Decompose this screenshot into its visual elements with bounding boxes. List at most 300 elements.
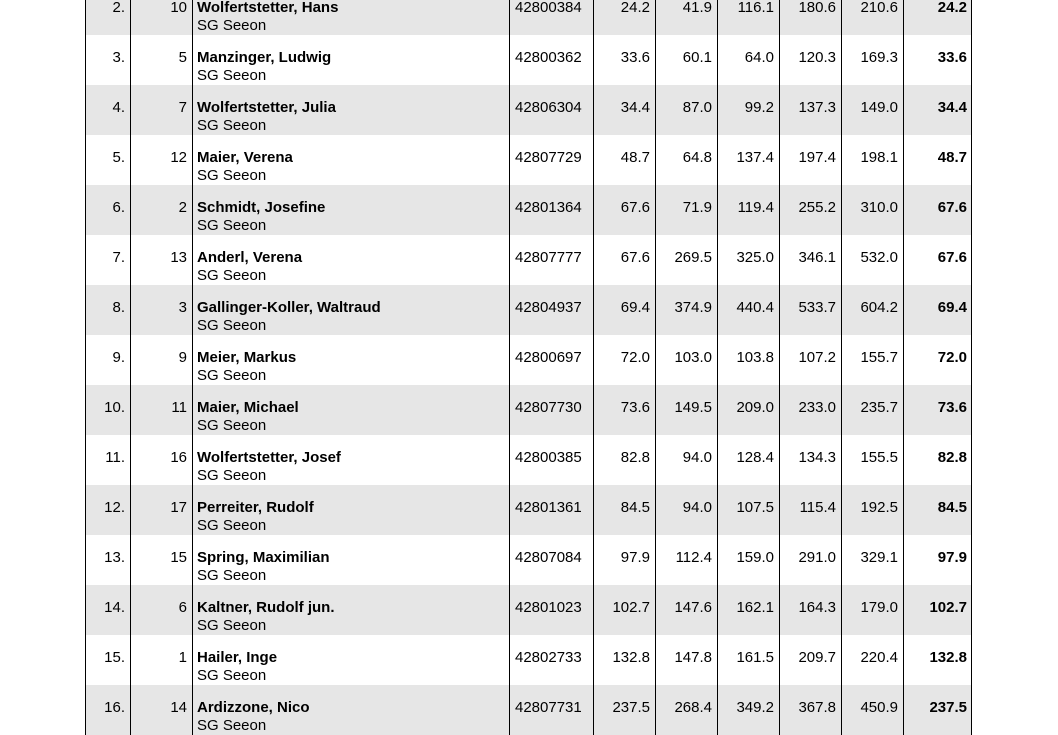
best-cell bbox=[904, 535, 972, 585]
participant-name: Anderl, Verena bbox=[197, 249, 303, 266]
participant-name: Maier, Verena bbox=[197, 149, 293, 166]
rank-value: 11. bbox=[105, 449, 125, 466]
shot-5-value: 192.5 bbox=[860, 499, 898, 516]
shot-1-value: 24.2 bbox=[620, 0, 650, 16]
participant-name: Wolfertstetter, Julia bbox=[197, 99, 336, 116]
shot-2-value: 60.1 bbox=[682, 49, 712, 66]
shot-2-cell bbox=[656, 85, 718, 135]
shot-3-cell bbox=[718, 685, 780, 735]
shot-3-cell bbox=[718, 85, 780, 135]
results-rows bbox=[86, 0, 972, 735]
shot-2-value: 112.4 bbox=[675, 549, 712, 566]
participant-club: SG Seeon bbox=[197, 667, 267, 684]
shot-4-value: 533.7 bbox=[798, 299, 836, 316]
shot-3-cell bbox=[718, 385, 780, 435]
shot-1-value: 67.6 bbox=[620, 199, 650, 216]
shot-2-value: 147.6 bbox=[674, 599, 712, 616]
shot-4-cell bbox=[780, 285, 842, 335]
participant-block bbox=[193, 85, 509, 135]
shot-4-cell bbox=[780, 235, 842, 285]
shot-1-cell bbox=[594, 235, 656, 285]
table-row bbox=[86, 685, 972, 735]
best-cell bbox=[904, 385, 972, 435]
participant-club: SG Seeon bbox=[197, 117, 267, 134]
id-cell bbox=[510, 535, 594, 585]
shot-3-cell bbox=[718, 485, 780, 535]
best-value: 67.6 bbox=[937, 249, 967, 266]
participant-cell bbox=[193, 485, 510, 535]
shot-4-value: 134.3 bbox=[798, 449, 836, 466]
table-row bbox=[86, 235, 972, 285]
participant-club: SG Seeon bbox=[197, 317, 267, 334]
shot-1-value: 73.6 bbox=[620, 399, 650, 416]
shot-5-cell bbox=[842, 535, 904, 585]
participant-cell bbox=[193, 285, 510, 335]
id-cell bbox=[510, 435, 594, 485]
best-value: 73.6 bbox=[937, 399, 967, 416]
bib-cell bbox=[131, 235, 193, 285]
bib-cell bbox=[131, 185, 193, 235]
participant-cell bbox=[193, 585, 510, 635]
shot-2-value: 103.0 bbox=[674, 349, 712, 366]
id-cell bbox=[510, 485, 594, 535]
best-cell bbox=[904, 285, 972, 335]
shot-3-value: 116.1 bbox=[737, 0, 774, 16]
shot-1-cell bbox=[594, 35, 656, 85]
participant-club: SG Seeon bbox=[197, 267, 267, 284]
participant-cell bbox=[193, 535, 510, 585]
shot-4-value: 180.6 bbox=[798, 0, 836, 16]
shot-3-value: 161.5 bbox=[736, 649, 774, 666]
shot-5-cell bbox=[842, 235, 904, 285]
shot-3-cell bbox=[718, 335, 780, 385]
participant-block bbox=[193, 485, 509, 535]
participant-name: Manzinger, Ludwig bbox=[197, 49, 332, 66]
shot-2-cell bbox=[656, 635, 718, 685]
shot-5-cell bbox=[842, 285, 904, 335]
shot-3-value: 209.0 bbox=[736, 399, 774, 416]
id-value: 42807730 bbox=[515, 399, 582, 416]
participant-block bbox=[193, 685, 509, 735]
id-cell bbox=[510, 35, 594, 85]
bib-cell bbox=[131, 35, 193, 85]
bib-cell bbox=[131, 135, 193, 185]
shot-1-cell bbox=[594, 85, 656, 135]
id-value: 42801361 bbox=[515, 499, 582, 516]
shot-2-value: 71.9 bbox=[682, 199, 712, 216]
bib-value: 6 bbox=[178, 599, 187, 616]
shot-3-cell bbox=[718, 285, 780, 335]
id-value: 42800384 bbox=[515, 0, 582, 16]
participant-block bbox=[193, 0, 509, 35]
shot-1-value: 97.9 bbox=[620, 549, 650, 566]
best-value: 237.5 bbox=[929, 699, 967, 716]
table-row bbox=[86, 435, 972, 485]
shot-5-value: 310.0 bbox=[860, 199, 898, 216]
shot-5-value: 155.5 bbox=[860, 449, 898, 466]
shot-2-cell bbox=[656, 385, 718, 435]
best-cell bbox=[904, 435, 972, 485]
shot-4-value: 107.2 bbox=[798, 349, 836, 366]
shot-3-value: 137.4 bbox=[736, 149, 774, 166]
participant-club: SG Seeon bbox=[197, 617, 267, 634]
best-cell bbox=[904, 235, 972, 285]
shot-5-cell bbox=[842, 0, 904, 35]
participant-club: SG Seeon bbox=[197, 717, 267, 734]
participant-cell bbox=[193, 0, 510, 35]
id-value: 42800362 bbox=[515, 49, 582, 66]
bib-cell bbox=[131, 85, 193, 135]
shot-2-value: 94.0 bbox=[682, 449, 712, 466]
participant-cell bbox=[193, 135, 510, 185]
bib-value: 12 bbox=[170, 149, 187, 166]
participant-block bbox=[193, 535, 509, 585]
rank-cell bbox=[86, 285, 131, 335]
participant-name: Kaltner, Rudolf jun. bbox=[197, 599, 335, 616]
shot-5-value: 450.9 bbox=[860, 699, 898, 716]
table-row bbox=[86, 335, 972, 385]
shot-3-cell bbox=[718, 635, 780, 685]
participant-cell bbox=[193, 35, 510, 85]
participant-name: Hailer, Inge bbox=[197, 649, 278, 666]
participant-cell bbox=[193, 635, 510, 685]
rank-value: 13. bbox=[104, 549, 125, 566]
rank-cell bbox=[86, 135, 131, 185]
id-cell bbox=[510, 385, 594, 435]
id-cell bbox=[510, 635, 594, 685]
rank-value: 4. bbox=[112, 99, 125, 116]
participant-name: Schmidt, Josefine bbox=[197, 199, 326, 216]
participant-club: SG Seeon bbox=[197, 517, 267, 534]
bib-cell bbox=[131, 385, 193, 435]
table-row bbox=[86, 135, 972, 185]
shot-3-cell bbox=[718, 585, 780, 635]
shot-4-value: 197.4 bbox=[798, 149, 836, 166]
participant-club: SG Seeon bbox=[197, 17, 267, 34]
best-value: 33.6 bbox=[937, 49, 967, 66]
participant-block bbox=[193, 285, 509, 335]
shot-2-value: 94.0 bbox=[682, 499, 712, 516]
rank-cell bbox=[86, 585, 131, 635]
shot-3-value: 162.1 bbox=[736, 599, 774, 616]
shot-5-cell bbox=[842, 385, 904, 435]
shot-1-cell bbox=[594, 385, 656, 435]
bib-cell bbox=[131, 535, 193, 585]
shot-4-value: 346.1 bbox=[798, 249, 836, 266]
id-cell bbox=[510, 285, 594, 335]
shot-4-cell bbox=[780, 585, 842, 635]
shot-4-cell bbox=[780, 35, 842, 85]
rank-cell bbox=[86, 185, 131, 235]
id-cell bbox=[510, 135, 594, 185]
bib-cell bbox=[131, 485, 193, 535]
participant-block bbox=[193, 35, 509, 85]
rank-cell bbox=[86, 635, 131, 685]
rank-cell bbox=[86, 485, 131, 535]
shot-1-cell bbox=[594, 485, 656, 535]
shot-4-cell bbox=[780, 435, 842, 485]
bib-cell bbox=[131, 585, 193, 635]
shot-3-cell bbox=[718, 235, 780, 285]
participant-block bbox=[193, 435, 509, 485]
shot-1-cell bbox=[594, 135, 656, 185]
shot-3-value: 159.0 bbox=[736, 549, 774, 566]
best-cell bbox=[904, 685, 972, 735]
shot-5-value: 532.0 bbox=[860, 249, 898, 266]
shot-3-cell bbox=[718, 35, 780, 85]
shot-5-value: 235.7 bbox=[860, 399, 898, 416]
rank-cell bbox=[86, 85, 131, 135]
shot-1-value: 132.8 bbox=[612, 649, 650, 666]
shot-5-cell bbox=[842, 685, 904, 735]
shot-3-value: 128.4 bbox=[736, 449, 774, 466]
bib-value: 15 bbox=[170, 549, 187, 566]
shot-4-value: 233.0 bbox=[798, 399, 836, 416]
shot-1-cell bbox=[594, 585, 656, 635]
bib-value: 14 bbox=[170, 699, 187, 716]
shot-2-cell bbox=[656, 335, 718, 385]
shot-1-value: 33.6 bbox=[620, 49, 650, 66]
rank-value: 8. bbox=[112, 299, 125, 316]
shot-2-value: 87.0 bbox=[682, 99, 712, 116]
best-value: 24.2 bbox=[937, 0, 967, 16]
bib-cell bbox=[131, 435, 193, 485]
rank-value: 7. bbox=[112, 249, 125, 266]
bib-value: 2 bbox=[178, 199, 187, 216]
shot-2-value: 374.9 bbox=[674, 299, 712, 316]
shot-2-cell bbox=[656, 0, 718, 35]
table-row bbox=[86, 385, 972, 435]
bib-value: 7 bbox=[178, 99, 187, 116]
participant-cell bbox=[193, 235, 510, 285]
id-cell bbox=[510, 335, 594, 385]
shot-5-value: 179.0 bbox=[860, 599, 898, 616]
best-cell bbox=[904, 85, 972, 135]
best-value: 132.8 bbox=[929, 649, 967, 666]
shot-4-cell bbox=[780, 385, 842, 435]
shot-3-value: 103.8 bbox=[736, 349, 774, 366]
rank-cell bbox=[86, 0, 131, 35]
rank-cell bbox=[86, 235, 131, 285]
id-cell bbox=[510, 235, 594, 285]
participant-name: Gallinger-Koller, Waltraud bbox=[197, 299, 381, 316]
participant-name: Meier, Markus bbox=[197, 349, 297, 366]
bib-value: 1 bbox=[178, 649, 187, 666]
shot-5-cell bbox=[842, 85, 904, 135]
participant-name: Perreiter, Rudolf bbox=[197, 499, 314, 516]
shot-1-cell bbox=[594, 535, 656, 585]
best-cell bbox=[904, 585, 972, 635]
id-value: 42807729 bbox=[515, 149, 582, 166]
shot-3-cell bbox=[718, 135, 780, 185]
results-table bbox=[85, 0, 972, 735]
rank-cell bbox=[86, 435, 131, 485]
best-cell bbox=[904, 635, 972, 685]
bib-cell bbox=[131, 285, 193, 335]
table-row bbox=[86, 635, 972, 685]
shot-5-value: 604.2 bbox=[860, 299, 898, 316]
rank-value: 14. bbox=[104, 599, 125, 616]
id-value: 42802733 bbox=[515, 649, 582, 666]
shot-2-cell bbox=[656, 685, 718, 735]
bib-value: 13 bbox=[170, 249, 187, 266]
shot-1-cell bbox=[594, 635, 656, 685]
participant-name: Ardizzone, Nico bbox=[197, 699, 310, 716]
participant-block bbox=[193, 135, 509, 185]
shot-3-value: 325.0 bbox=[736, 249, 774, 266]
shot-5-cell bbox=[842, 185, 904, 235]
shot-1-value: 237.5 bbox=[612, 699, 650, 716]
participant-block bbox=[193, 335, 509, 385]
best-value: 34.4 bbox=[937, 99, 967, 116]
shot-3-value: 107.5 bbox=[736, 499, 774, 516]
shot-2-cell bbox=[656, 535, 718, 585]
shot-5-cell bbox=[842, 35, 904, 85]
id-cell bbox=[510, 685, 594, 735]
shot-2-value: 269.5 bbox=[674, 249, 712, 266]
rank-cell bbox=[86, 335, 131, 385]
shot-5-value: 220.4 bbox=[860, 649, 898, 666]
shot-1-value: 72.0 bbox=[620, 349, 650, 366]
shot-3-value: 99.2 bbox=[744, 99, 774, 116]
id-value: 42800697 bbox=[515, 349, 582, 366]
shot-5-value: 149.0 bbox=[860, 99, 898, 116]
shot-5-value: 329.1 bbox=[860, 549, 898, 566]
best-cell bbox=[904, 335, 972, 385]
shot-4-value: 120.3 bbox=[798, 49, 836, 66]
participant-club: SG Seeon bbox=[197, 167, 267, 184]
rank-value: 10. bbox=[104, 399, 125, 416]
shot-4-value: 367.8 bbox=[798, 699, 836, 716]
rank-value: 3. bbox=[112, 49, 125, 66]
shot-4-value: 255.2 bbox=[798, 199, 836, 216]
best-cell bbox=[904, 185, 972, 235]
shot-5-cell bbox=[842, 485, 904, 535]
best-cell bbox=[904, 135, 972, 185]
shot-4-value: 115.4 bbox=[799, 499, 836, 516]
shot-2-cell bbox=[656, 235, 718, 285]
shot-4-cell bbox=[780, 485, 842, 535]
table-row bbox=[86, 0, 972, 35]
rank-value: 2. bbox=[112, 0, 125, 16]
participant-club: SG Seeon bbox=[197, 67, 267, 84]
participant-block bbox=[193, 385, 509, 435]
shot-5-cell bbox=[842, 585, 904, 635]
bib-value: 11 bbox=[171, 399, 187, 416]
best-value: 69.4 bbox=[937, 299, 967, 316]
participant-name: Wolfertstetter, Josef bbox=[197, 449, 341, 466]
shot-2-cell bbox=[656, 135, 718, 185]
bib-value: 3 bbox=[178, 299, 187, 316]
shot-3-value: 119.4 bbox=[737, 199, 774, 216]
shot-1-value: 102.7 bbox=[612, 599, 650, 616]
bib-value: 9 bbox=[178, 349, 187, 366]
shot-2-value: 64.8 bbox=[682, 149, 712, 166]
best-value: 48.7 bbox=[937, 149, 967, 166]
id-cell bbox=[510, 0, 594, 35]
shot-3-value: 64.0 bbox=[744, 49, 774, 66]
bib-value: 10 bbox=[170, 0, 187, 16]
shot-1-cell bbox=[594, 0, 656, 35]
shot-4-cell bbox=[780, 185, 842, 235]
shot-4-value: 209.7 bbox=[798, 649, 836, 666]
participant-cell bbox=[193, 435, 510, 485]
rank-value: 5. bbox=[112, 149, 125, 166]
bib-cell bbox=[131, 335, 193, 385]
shot-4-cell bbox=[780, 535, 842, 585]
shot-1-value: 48.7 bbox=[620, 149, 650, 166]
shot-3-value: 349.2 bbox=[736, 699, 774, 716]
shot-2-cell bbox=[656, 285, 718, 335]
bib-cell bbox=[131, 0, 193, 35]
shot-2-cell bbox=[656, 435, 718, 485]
bib-cell bbox=[131, 635, 193, 685]
shot-4-value: 164.3 bbox=[798, 599, 836, 616]
rank-value: 16. bbox=[104, 699, 125, 716]
id-value: 42806304 bbox=[515, 99, 582, 116]
bib-cell bbox=[131, 685, 193, 735]
shot-2-cell bbox=[656, 35, 718, 85]
shot-4-cell bbox=[780, 335, 842, 385]
rank-cell bbox=[86, 535, 131, 585]
participant-block bbox=[193, 585, 509, 635]
rank-value: 15. bbox=[104, 649, 125, 666]
participant-block bbox=[193, 185, 509, 235]
shot-1-value: 67.6 bbox=[620, 249, 650, 266]
id-value: 42807084 bbox=[515, 549, 582, 566]
rank-cell bbox=[86, 685, 131, 735]
participant-name: Maier, Michael bbox=[197, 399, 299, 416]
shot-4-cell bbox=[780, 635, 842, 685]
best-cell bbox=[904, 35, 972, 85]
shot-3-value: 440.4 bbox=[736, 299, 774, 316]
shot-3-cell bbox=[718, 535, 780, 585]
shot-5-value: 169.3 bbox=[860, 49, 898, 66]
participant-cell bbox=[193, 185, 510, 235]
id-value: 42801023 bbox=[515, 599, 582, 616]
participant-cell bbox=[193, 385, 510, 435]
best-value: 72.0 bbox=[937, 349, 967, 366]
table-row bbox=[86, 85, 972, 135]
best-value: 67.6 bbox=[937, 199, 967, 216]
shot-2-cell bbox=[656, 185, 718, 235]
table-row bbox=[86, 535, 972, 585]
id-value: 42807731 bbox=[515, 699, 582, 716]
table-row bbox=[86, 185, 972, 235]
id-value: 42807777 bbox=[515, 249, 582, 266]
best-cell bbox=[904, 0, 972, 35]
best-value: 102.7 bbox=[929, 599, 967, 616]
bib-value: 16 bbox=[170, 449, 187, 466]
best-value: 97.9 bbox=[937, 549, 967, 566]
shot-4-cell bbox=[780, 135, 842, 185]
id-value: 42800385 bbox=[515, 449, 582, 466]
rank-value: 12. bbox=[104, 499, 125, 516]
shot-4-cell bbox=[780, 685, 842, 735]
participant-club: SG Seeon bbox=[197, 417, 267, 434]
shot-4-cell bbox=[780, 85, 842, 135]
best-value: 82.8 bbox=[937, 449, 967, 466]
shot-2-value: 147.8 bbox=[674, 649, 712, 666]
shot-5-value: 198.1 bbox=[860, 149, 898, 166]
shot-1-cell bbox=[594, 335, 656, 385]
shot-5-cell bbox=[842, 335, 904, 385]
participant-club: SG Seeon bbox=[197, 567, 267, 584]
best-cell bbox=[904, 485, 972, 535]
id-cell bbox=[510, 85, 594, 135]
bib-value: 17 bbox=[170, 499, 187, 516]
participant-club: SG Seeon bbox=[197, 217, 267, 234]
